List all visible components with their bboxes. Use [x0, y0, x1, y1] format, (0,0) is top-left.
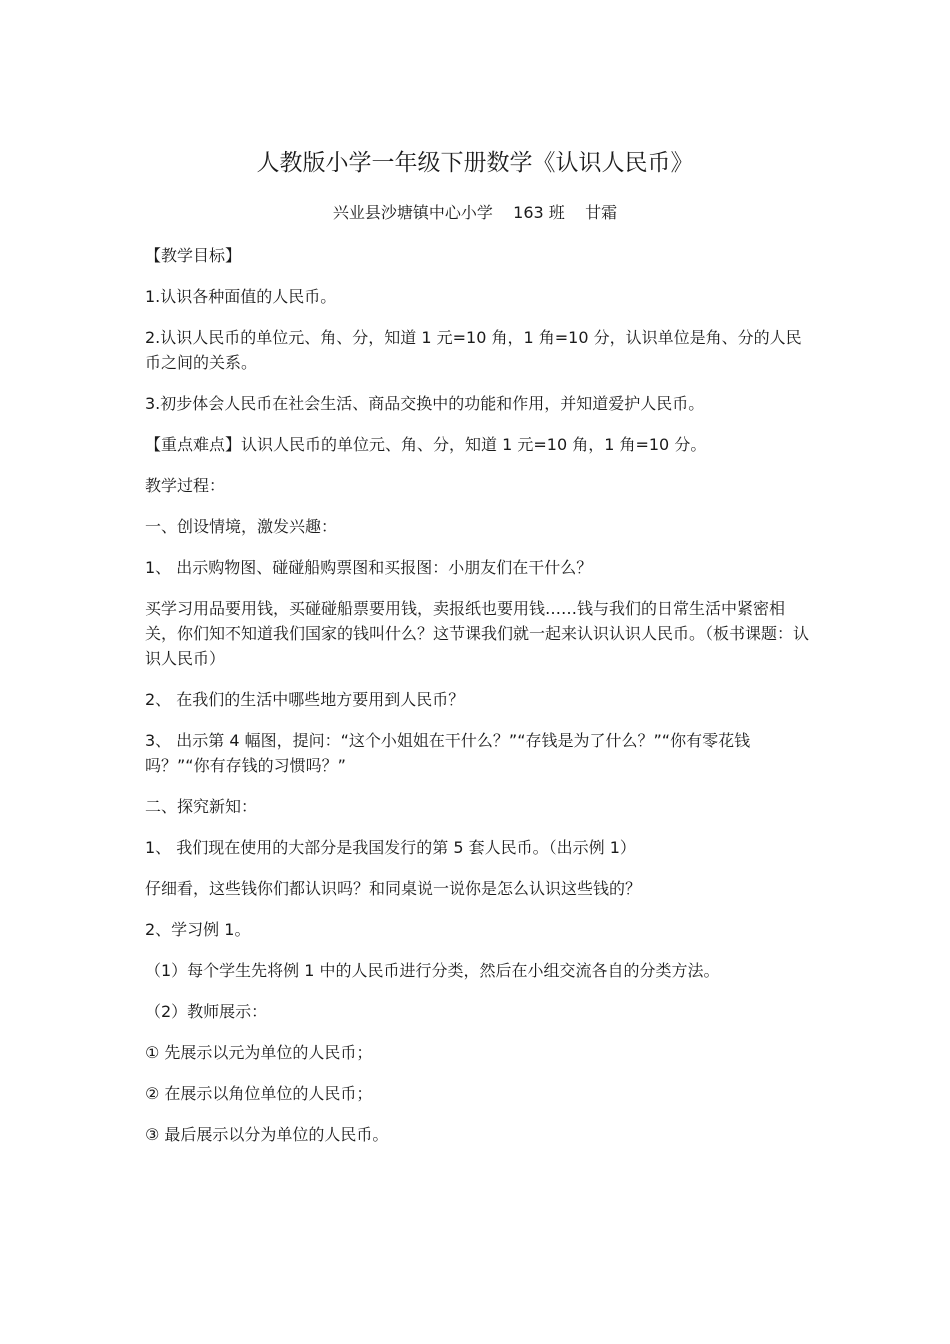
document-body: [145, 243, 810, 1163]
paragraph: 2.认识人民币的单位元、角、分，知道 1 元=10 角，1 角=10 分，认识单位是角、分的人民币之间的关系。: [145, 328, 802, 372]
paragraph: 1.认识各种面值的人民币。: [145, 287, 337, 306]
paragraph: 2、 在我们的生活中哪些地方要用到人民币？: [145, 690, 465, 709]
section-heading-process: 教学过程：: [145, 476, 226, 495]
paragraph: 3.初步体会人民币在社会生活、商品交换中的功能和作用，并知道爱护人民币。: [145, 394, 705, 413]
list-item: ③ 最后展示以分为单位的人民币。: [145, 1125, 389, 1144]
list-item: ② 在展示以角位单位的人民币；: [145, 1084, 373, 1103]
section-heading-key-points: 【重点难点】认识人民币的单位元、角、分，知道 1 元=10 角，1 角=10 分。: [145, 435, 707, 454]
section-heading-part-two: 二、探究新知：: [145, 797, 258, 816]
paragraph: （1）每个学生先将例 1 中的人民币进行分类，然后在小组交流各自的分类方法。: [145, 961, 720, 980]
paragraph: （2）教师展示：: [145, 1002, 268, 1021]
paragraph: 买学习用品要用钱，买碰碰船票要用钱，卖报纸也要用钱……钱与我们的日常生活中紧密相关，你们知不知道我们国家的钱叫什么？这节课我们就一起来认识认识人民币。（板书课题：认识人民币）: [145, 599, 810, 668]
document-title: 人教版小学一年级下册数学《认识人民币》: [256, 150, 694, 176]
section-heading-part-one: 一、创设情境，激发兴趣：: [145, 517, 338, 536]
document-subtitle: 兴业县沙塘镇中心小学 163 班 甘霜: [332, 203, 618, 222]
paragraph: 3、 出示第 4 幅图，提问：“这个小姐姐在干什么？”“存钱是为了什么？”“你有零花钱吗？”“你有存钱的习惯吗？”: [145, 731, 751, 775]
paragraph: 1、 出示购物图、碰碰船购票图和买报图：小朋友们在干什么？: [145, 558, 593, 577]
paragraph: 仔细看，这些钱你们都认识吗？和同桌说一说你是怎么认识这些钱的？: [145, 879, 642, 898]
list-item: ① 先展示以元为单位的人民币；: [145, 1043, 373, 1062]
paragraph: 1、 我们现在使用的大部分是我国发行的第 5 套人民币。（出示例 1）: [145, 838, 636, 857]
paragraph: 2、学习例 1。: [145, 920, 251, 939]
section-heading-objectives: 【教学目标】: [145, 246, 242, 265]
